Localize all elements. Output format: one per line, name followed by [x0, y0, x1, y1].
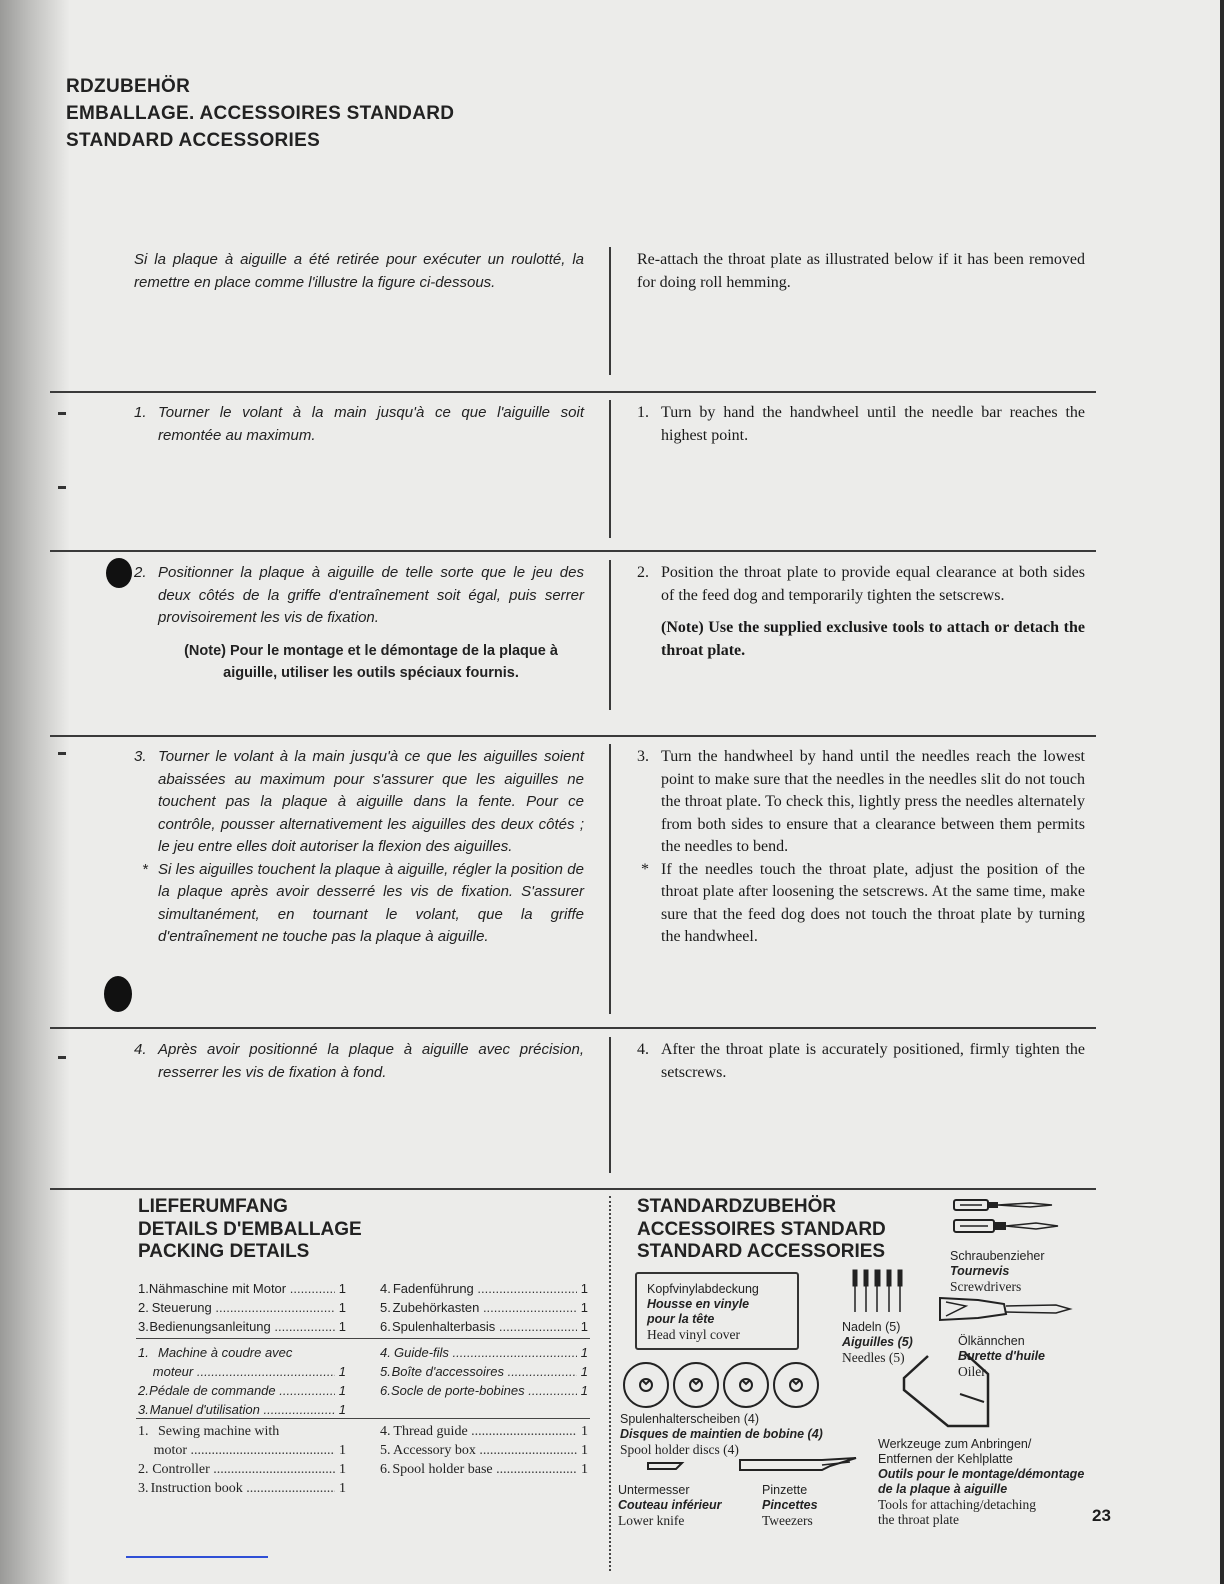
- item-number: 1.: [138, 1345, 149, 1360]
- item-qty: 1: [338, 1281, 346, 1296]
- packing-item: [138, 1400, 346, 1419]
- packing-item-cont: [138, 1441, 346, 1460]
- packing-item: [380, 1362, 588, 1381]
- section-rule: [50, 391, 1096, 393]
- item-number: 2.: [138, 1383, 149, 1398]
- accessories-title-de: STANDARDZUBEHÖR: [637, 1196, 837, 1217]
- note-text: Use the supplied exclusive tools to attach or detach the throat plate.: [661, 619, 1085, 659]
- step-text: Après avoir positionné la plaque à aiguille avec précision, resserrer les vis de fixation à fond.: [158, 1041, 584, 1081]
- step-text: Turn by hand the handwheel until the needle bar reaches the highest point.: [661, 404, 1085, 444]
- packing-item: [380, 1279, 588, 1298]
- item-label: Controller .....: [152, 1460, 335, 1479]
- accessories-title: [637, 1196, 886, 1264]
- label-de: Schraubenzieher: [950, 1249, 1045, 1263]
- step-text: Tourner le volant à la main jusqu'à ce que l'aiguille soit remontée au maximum.: [158, 404, 584, 444]
- packing-item: [138, 1317, 346, 1336]
- item-qty: 1: [338, 1383, 346, 1398]
- accessories-title-en: STANDARD ACCESSORIES: [637, 1241, 886, 1262]
- page-edge: [1220, 0, 1224, 1584]
- item-label: Boîte d'accessoires .....: [392, 1362, 577, 1381]
- step-3-fr: [134, 746, 584, 949]
- label-en: Lower knife: [618, 1513, 685, 1528]
- packing-list-de-right: [380, 1279, 588, 1336]
- oiler-icon: [938, 1292, 1074, 1326]
- label-en: Head vinyl cover: [647, 1327, 740, 1342]
- intro-en: Re-attach the throat plate as illustrated below if it has been removed for doing roll hemming.: [637, 251, 1085, 291]
- item-label: Guide-fils .....: [394, 1343, 577, 1362]
- label-fr: Outils pour le montage/démontage: [878, 1467, 1085, 1481]
- packing-item: [380, 1343, 588, 1362]
- item-number: 2.: [138, 1300, 149, 1315]
- item-qty: 1: [581, 1424, 588, 1439]
- packing-list-de-left: [138, 1279, 346, 1336]
- item-label: Spool holder base .....: [392, 1460, 577, 1479]
- item-qty: 1: [339, 1462, 346, 1477]
- item-qty: 1: [338, 1402, 346, 1417]
- label-de: Spulenhalterscheiben (4): [620, 1412, 759, 1426]
- screwdrivers-label: [950, 1249, 1045, 1294]
- step-number: 3.: [134, 748, 147, 765]
- step-3-en: [637, 746, 1085, 949]
- column-divider: [609, 560, 611, 710]
- packing-list-en-left: [138, 1422, 346, 1498]
- tweezers-label: [762, 1483, 818, 1528]
- item-number: 6.: [380, 1319, 391, 1334]
- column-divider: [609, 247, 611, 375]
- label-fr: pour la tête: [647, 1312, 715, 1326]
- step-4-en: [637, 1039, 1085, 1084]
- label-en: Needles (5): [842, 1350, 905, 1365]
- packing-item-cont: [138, 1362, 346, 1381]
- packing-item: [138, 1298, 346, 1317]
- label-fr: Burette d'huile: [958, 1349, 1046, 1363]
- label-en: the throat plate: [878, 1512, 959, 1527]
- packing-title-en: PACKING DETAILS: [138, 1241, 310, 1262]
- step-text: Tourner le volant à la main jusqu'à ce que les aiguilles soient abaissées au maximum pour s'assurer que les aiguilles ne touchent pas la plaque à aiguille dans la fente. Pour ce contrôle, pousser alternativement les aiguilles des deux côtés ; le jeu entre elles doit autoriser la flexion des aiguilles.: [158, 748, 584, 855]
- item-qty: 1: [581, 1443, 588, 1458]
- step-2-fr: [134, 562, 584, 684]
- item-number: 6.: [380, 1462, 391, 1477]
- item-number: 4.: [380, 1281, 391, 1296]
- intro-fr: Si la plaque à aiguille a été retirée pour exécuter un roulotté, la remettre en place comme l'illustre la figure ci-dessous.: [134, 251, 584, 291]
- column-divider: [609, 1037, 611, 1173]
- step-text: Positionner la plaque à aiguille de telle sorte que le jeu des deux côtés de la griffe d'entraînement soit égal, puis serrer provisoirement les vis de fixation.: [158, 564, 584, 626]
- list-separator: [136, 1338, 590, 1339]
- packing-item: [380, 1441, 588, 1460]
- item-number: 4.: [380, 1345, 391, 1360]
- label-en: Oiler: [958, 1364, 986, 1379]
- item-qty: 1: [580, 1319, 588, 1334]
- label-fr: Aiguilles (5): [842, 1335, 913, 1349]
- step-1-en: [637, 402, 1085, 447]
- step-number: 1.: [637, 404, 649, 421]
- section-rule: [50, 735, 1096, 737]
- item-label: Manuel d'utilisation .....: [150, 1400, 335, 1419]
- item-label: Socle de porte-bobines .....: [391, 1381, 577, 1400]
- packing-item: [138, 1381, 346, 1400]
- packing-item: [380, 1381, 588, 1400]
- label-fr: de la plaque à aiguille: [878, 1482, 1008, 1496]
- item-label: Accessory box .....: [393, 1441, 577, 1460]
- item-label: Instruction book .....: [151, 1479, 335, 1498]
- step-text: Turn the handwheel by hand until the needles reach the lowest point to make sure that the needles in the needles slit do not touch the throat plate. To check this, lightly press the needles alternately from both sides to ensure that a clearance between them permits the needles to bend.: [661, 748, 1085, 855]
- vinyl-cover-label: [647, 1282, 787, 1342]
- item-label: Nähmaschine mit Motor .....: [149, 1279, 335, 1298]
- label-de: Pinzette: [762, 1483, 808, 1497]
- item-qty: 1: [581, 1462, 588, 1477]
- step-number: 3.: [637, 748, 649, 765]
- item-number: 2.: [138, 1462, 149, 1477]
- screwdrivers-icon: [952, 1198, 1062, 1242]
- item-qty: 1: [338, 1319, 346, 1334]
- item-label: Machine à coudre avec: [158, 1345, 293, 1360]
- item-number: 4.: [380, 1424, 391, 1439]
- label-de: Nadeln (5): [842, 1320, 901, 1334]
- needles-icon: [850, 1268, 908, 1318]
- spool-discs-label: [620, 1412, 823, 1457]
- section-rule: [50, 1027, 1096, 1029]
- step-2-note-fr: (Note) Pour le montage et le démontage de la plaque à aiguille, utiliser les outils spéciaux fournis.: [184, 642, 558, 681]
- item-number: 5.: [380, 1300, 391, 1315]
- item-qty: 1: [580, 1383, 588, 1398]
- packing-list-en-right: [380, 1422, 588, 1479]
- item-qty: 1: [339, 1481, 346, 1496]
- item-number: 3.: [138, 1402, 149, 1417]
- lower-knife-label: [618, 1483, 722, 1528]
- packing-item: [138, 1479, 346, 1498]
- item-label: motor .....: [154, 1441, 335, 1460]
- label-de: Untermesser: [618, 1483, 690, 1497]
- label-fr: Tournevis: [950, 1264, 1010, 1278]
- label-en: Spool holder discs (4): [620, 1442, 739, 1457]
- dotted-divider: [609, 1196, 611, 1571]
- binder-hole: [104, 976, 132, 1012]
- column-divider: [609, 400, 611, 538]
- item-qty: 1: [580, 1300, 588, 1315]
- packing-list-fr-right: [380, 1343, 588, 1400]
- step-number: 2.: [637, 564, 649, 581]
- accessories-title-fr: ACCESSOIRES STANDARD: [637, 1218, 886, 1240]
- label-en: Tweezers: [762, 1513, 813, 1528]
- label-en: Screwdrivers: [950, 1279, 1022, 1294]
- packing-item: [138, 1460, 346, 1479]
- packing-title: [138, 1196, 362, 1264]
- packing-list-fr-left: [138, 1343, 346, 1419]
- item-qty: 1: [339, 1443, 346, 1458]
- label-de: Entfernen der Kehlplatte: [878, 1452, 1013, 1466]
- packing-title-de: LIEFERUMFANG: [138, 1196, 288, 1217]
- item-label: Zubehörkasten .....: [393, 1298, 577, 1317]
- step-note-text: If the needles touch the throat plate, adjust the position of the throat plate after loosening the setscrews. At the same time, make sure that the feed dog does not touch the throat plate by turning the handwheel.: [661, 860, 1085, 945]
- heading-line-en: STANDARD ACCESSORIES: [66, 130, 321, 151]
- vinyl-cover-box: [635, 1272, 799, 1350]
- packing-item: [138, 1279, 346, 1298]
- label-fr: Pincettes: [762, 1498, 818, 1512]
- item-qty: 1: [580, 1345, 588, 1360]
- item-label: moteur .....: [153, 1362, 335, 1381]
- spool-discs-icon: [620, 1360, 826, 1410]
- section-rule: [50, 550, 1096, 552]
- step-text: After the throat plate is accurately positioned, firmly tighten the setscrews.: [661, 1041, 1085, 1081]
- step-2-en: [637, 562, 1085, 662]
- book-spine-shadow: [0, 0, 70, 1584]
- packing-item: [138, 1422, 346, 1441]
- tweezers-icon: [738, 1456, 862, 1476]
- column-divider: [609, 744, 611, 1014]
- margin-mark: [58, 412, 66, 415]
- packing-item: [380, 1422, 588, 1441]
- packing-item: [380, 1460, 588, 1479]
- packing-title-fr: DETAILS D'EMBALLAGE: [138, 1218, 362, 1240]
- step-note-text: Si les aiguilles touchent la plaque à aiguille, régler la position de la plaque après avoir desserré les vis de fixation. S'assurer simultanément, en tournant le volant, que la griffe d'entraînement ne touche pas la plaque à aiguille.: [158, 860, 584, 945]
- step-number: 4.: [637, 1041, 649, 1058]
- asterisk: *: [142, 860, 148, 878]
- packing-item: [138, 1343, 346, 1362]
- packing-item: [380, 1317, 588, 1336]
- heading-line-fr: EMBALLAGE. ACCESSOIRES STANDARD: [66, 103, 455, 124]
- item-number: 3.: [138, 1319, 149, 1334]
- item-label: Fadenführung .....: [393, 1279, 577, 1298]
- section-rule: [50, 1188, 1096, 1190]
- item-qty: 1: [580, 1364, 588, 1379]
- label-de: Werkzeuge zum Anbringen/: [878, 1437, 1032, 1451]
- margin-mark: [58, 752, 66, 755]
- page-number: 23: [1092, 1506, 1111, 1525]
- item-label: Pédale de commande .....: [149, 1381, 335, 1400]
- label-de: Ölkännchen: [958, 1334, 1025, 1348]
- label-fr: Couteau inférieur: [618, 1498, 722, 1512]
- item-qty: 1: [338, 1300, 346, 1315]
- item-label: Steuerung .....: [152, 1298, 335, 1317]
- label-fr: Disques de maintien de bobine (4): [620, 1427, 823, 1441]
- tools-label: [878, 1437, 1084, 1527]
- step-1-fr: [134, 402, 584, 447]
- list-separator: [136, 1418, 590, 1419]
- step-2-note-en: [637, 617, 1085, 662]
- item-label: Spulenhalterbasis .....: [392, 1317, 577, 1336]
- step-text: Position the throat plate to provide equal clearance at both sides of the feed dog and temporarily tighten the setscrews.: [661, 564, 1085, 604]
- label-fr: Housse en vinyle: [647, 1297, 750, 1311]
- asterisk: *: [641, 860, 649, 878]
- lower-knife-icon: [646, 1460, 686, 1472]
- label-de: Kopfvinylabdeckung: [647, 1282, 759, 1296]
- item-number: 1.: [138, 1281, 149, 1296]
- heading-line-de: RDZUBEHÖR: [66, 76, 191, 97]
- step-number: 4.: [134, 1041, 147, 1058]
- binder-hole: [106, 558, 132, 588]
- packing-item: [380, 1298, 588, 1317]
- item-label: Bedienungsanleitung .....: [149, 1317, 334, 1336]
- step-4-fr: [134, 1039, 584, 1084]
- note-label: (Note): [661, 619, 704, 636]
- margin-mark: [58, 486, 66, 489]
- label-en: Tools for attaching/detaching: [878, 1497, 1037, 1512]
- item-label: Thread guide .....: [393, 1422, 577, 1441]
- item-qty: 1: [580, 1281, 588, 1296]
- item-number: 3.: [138, 1481, 149, 1496]
- margin-mark: [58, 1056, 66, 1059]
- step-number: 2.: [134, 564, 147, 581]
- item-number: 1.: [138, 1424, 149, 1439]
- step-number: 1.: [134, 404, 147, 421]
- item-qty: 1: [338, 1364, 346, 1379]
- item-number: 5.: [380, 1364, 391, 1379]
- item-number: 6.: [380, 1383, 391, 1398]
- pen-mark: [126, 1556, 268, 1558]
- item-number: 5.: [380, 1443, 391, 1458]
- item-label: Sewing machine with: [158, 1424, 280, 1439]
- throat-plate-tool-icon: [900, 1350, 1000, 1436]
